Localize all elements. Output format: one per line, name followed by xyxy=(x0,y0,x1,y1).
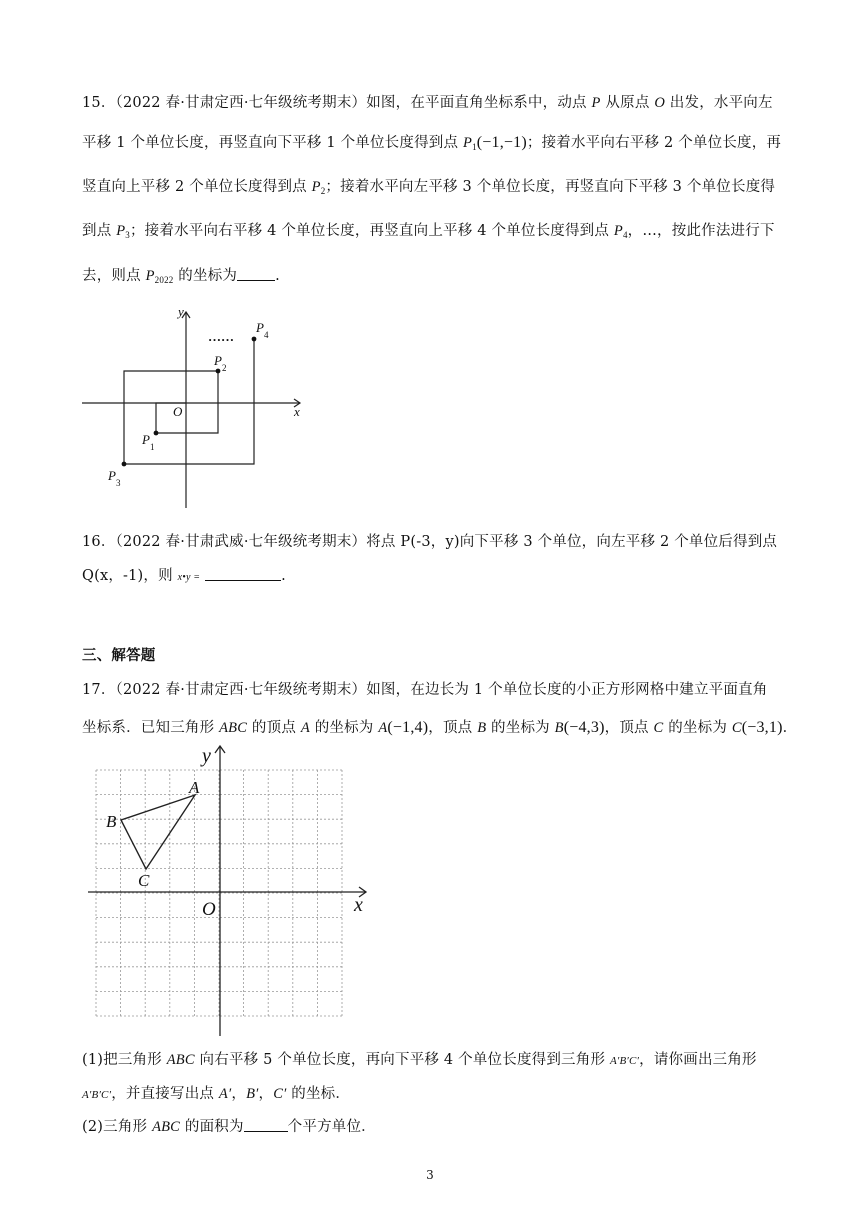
fig15-dots: …… xyxy=(208,329,234,344)
q15-line-5: 去，则点 $P_{2022}$ 的坐标为 . xyxy=(82,268,280,285)
q16-line-2: Q(x，-1)，则 x•y = . xyxy=(82,568,286,584)
fig17-x-label: x xyxy=(354,894,363,916)
answer-blank xyxy=(205,568,281,581)
point-p1 xyxy=(154,431,159,436)
q15-line-3: 竖直向上平移 2 个单位长度得到点 $P_2$；接着水平向左平移 3 个单位长度，再竖直向下平移 3 个单位长度得 xyxy=(82,179,776,196)
answer-blank xyxy=(237,268,275,281)
fig17-y-label: y xyxy=(202,745,211,767)
point-p2 xyxy=(216,369,221,374)
q17-figure xyxy=(78,740,378,1040)
q17-line-1: 17．（2022 春·甘肃定西·七年级统考期末）如图，在边长为 1 个单位长度的小正方形网格中建立平面直角 xyxy=(82,682,768,698)
fig15-y-label: y xyxy=(178,304,184,319)
answer-blank xyxy=(244,1119,288,1132)
label-p4: $P_4$ xyxy=(256,320,269,340)
fig15-x-label: x xyxy=(294,404,300,419)
label-a: A xyxy=(189,778,200,797)
q15-line-2: 平移 1 个单位长度，再竖直向下平移 1 个单位长度得到点 $P_1(-1,-1)$；接着水平向右平移 2 个单位长度，再 xyxy=(82,134,782,152)
label-c: C xyxy=(138,871,150,890)
q17-part2: (2)三角形 ABC 的面积为 个平方单位． xyxy=(82,1119,376,1135)
grid-lines xyxy=(96,770,342,1016)
label-p3: $P_3$ xyxy=(108,468,121,488)
point-p4 xyxy=(252,337,257,342)
label-p1: $P_1$ xyxy=(142,432,155,452)
q17-part1-line-2: A′B′C′，并直接写出点 A′，B′，C′ 的坐标． xyxy=(82,1086,351,1102)
label-p2: $P_2$ xyxy=(214,353,227,373)
point-p3 xyxy=(122,462,127,467)
triangle-abc xyxy=(121,795,195,869)
label-b: B xyxy=(106,812,117,831)
q15-line-4: 到点 $P_3$；接着水平向右平移 4 个单位长度，再竖直向上平移 4 个单位长度得到点 $P_4$，…，按此作法进行下 xyxy=(82,223,775,240)
q17-part1-line-1: (1)把三角形 ABC 向右平移 5 个单位长度，再向下平移 4 个单位长度得到三角形 A′B′C′，请你画出三角形 xyxy=(82,1052,757,1068)
q15-line-1: 15．（2022 春·甘肃定西·七年级统考期末）如图，在平面直角坐标系中，动点 P 从原点 O 出发，水平向左 xyxy=(82,95,773,111)
page-number: 3 xyxy=(426,1168,434,1182)
q15-figure xyxy=(78,300,318,515)
q16-line-1: 16．（2022 春·甘肃武威·七年级统考期末）将点 P(-3，y)向下平移 3 个单位，向左平移 2 个单位后得到点 xyxy=(82,534,778,550)
q17-line-2: 坐标系．已知三角形 ABC 的顶点 A 的坐标为 A(−1,4)，顶点 B 的坐标为 B(−4,3)，顶点 C 的坐标为 C(−3,1)． xyxy=(82,719,798,736)
fig17-origin-label: O xyxy=(202,899,216,920)
section-heading: 三、解答题 xyxy=(82,647,156,664)
fig15-origin-label: O xyxy=(173,404,183,419)
